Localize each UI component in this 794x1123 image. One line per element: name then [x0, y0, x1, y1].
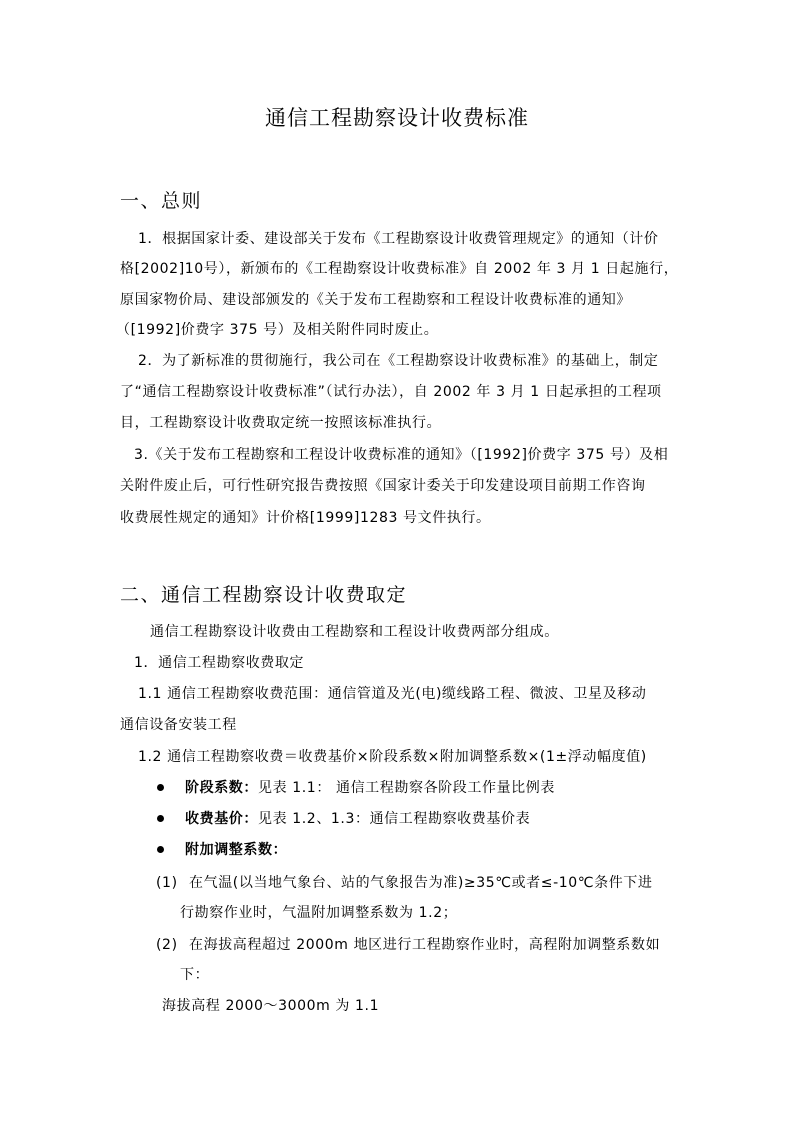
bullet-text: 见表 1.1： 通信工程勘察各阶段工作量比例表 — [258, 780, 555, 796]
item-1-1-line-1: 1.1 通信工程勘察收费范围：通信管道及光(电)缆线路工程、微波、卫星及移动 — [138, 686, 647, 702]
item-1-heading: 1．通信工程勘察收费取定 — [134, 655, 305, 671]
paragraph-2-line-3: 目，工程勘察设计收费取定统一按照该标准执行。 — [120, 415, 442, 431]
paragraph-3-line-2: 关附件废止后，可行性研究报告费按照《国家计委关于印发建设项目前期工作咨询 — [120, 478, 646, 494]
bullet-dot — [157, 784, 164, 791]
item-1-1-line-2: 通信设备安装工程 — [120, 717, 237, 733]
paragraph-1-line-2: 格[2002]10号），新颁布的《工程勘察设计收费标准》自 2002 年 3 月 1 日起施行， — [120, 261, 679, 277]
document-title: 通信工程勘察设计收费标准 — [265, 106, 529, 130]
section-2-heading: 二、通信工程勘察设计收费取定 — [120, 584, 408, 606]
note-2-line-2: 下： — [180, 967, 210, 983]
section-2-intro: 通信工程勘察设计收费由工程勘察和工程设计收费两部分组成。 — [150, 624, 559, 640]
note-2-number: (2) — [156, 937, 178, 953]
paragraph-2-line-1: 2．为了新标准的贯彻施行，我公司在《工程勘察设计收费标准》的基础上，制定 — [138, 353, 659, 369]
bullet-term: 阶段系数： — [185, 780, 258, 796]
bullet-term: 收费基价： — [185, 811, 258, 827]
paragraph-2-line-2: 了“通信工程勘察设计收费标准”（试行办法），自 2002 年 3 月 1 日起承担的工程项 — [120, 384, 662, 400]
bullet-base-price — [185, 809, 530, 829]
bullet-stage-coefficient — [185, 778, 555, 798]
bullet-text: 见表 1.2、1.3：通信工程勘察收费基价表 — [258, 811, 531, 827]
bullet-term: 附加调整系数： — [185, 842, 288, 858]
note-1-number: (1) — [156, 875, 178, 891]
bullet-dot — [157, 815, 164, 822]
altitude-line: 海拔高程 2000～3000m 为 1.1 — [162, 998, 380, 1014]
paragraph-3-line-3: 收费展性规定的通知》计价格[1999]1283 号文件执行。 — [120, 510, 491, 526]
paragraph-1-line-1: 1．根据国家计委、建设部关于发布《工程勘察设计收费管理规定》的通知（计价 — [138, 231, 659, 247]
item-1-2-formula: 1.2 通信工程勘察收费＝收费基价×阶段系数×附加调整系数×(1±浮动幅度值) — [138, 749, 647, 765]
paragraph-1-line-3: 原国家物价局、建设部颁发的《关于发布工程勘察和工程设计收费标准的通知》 — [120, 292, 631, 308]
section-1-heading: 一、总则 — [120, 190, 203, 212]
paragraph-3-line-1: 3.《关于发布工程勘察和工程设计收费标准的通知》（[1992]价费字 375 号）及相 — [134, 447, 669, 463]
paragraph-1-line-4: （[1992]价费字 375 号）及相关附件同时废止。 — [116, 322, 439, 338]
note-2-line-1: 在海拔高程超过 2000m 地区进行工程勘察作业时，高程附加调整系数如 — [189, 937, 661, 953]
note-1-line-2: 行勘察作业时，气温附加调整系数为 1.2； — [180, 905, 458, 921]
bullet-adjustment-coefficient — [185, 840, 287, 860]
note-1-line-1: 在气温(以当地气象台、站的气象报告为准)≥35℃或者≤-10℃条件下进 — [189, 875, 653, 891]
bullet-dot — [157, 846, 164, 853]
